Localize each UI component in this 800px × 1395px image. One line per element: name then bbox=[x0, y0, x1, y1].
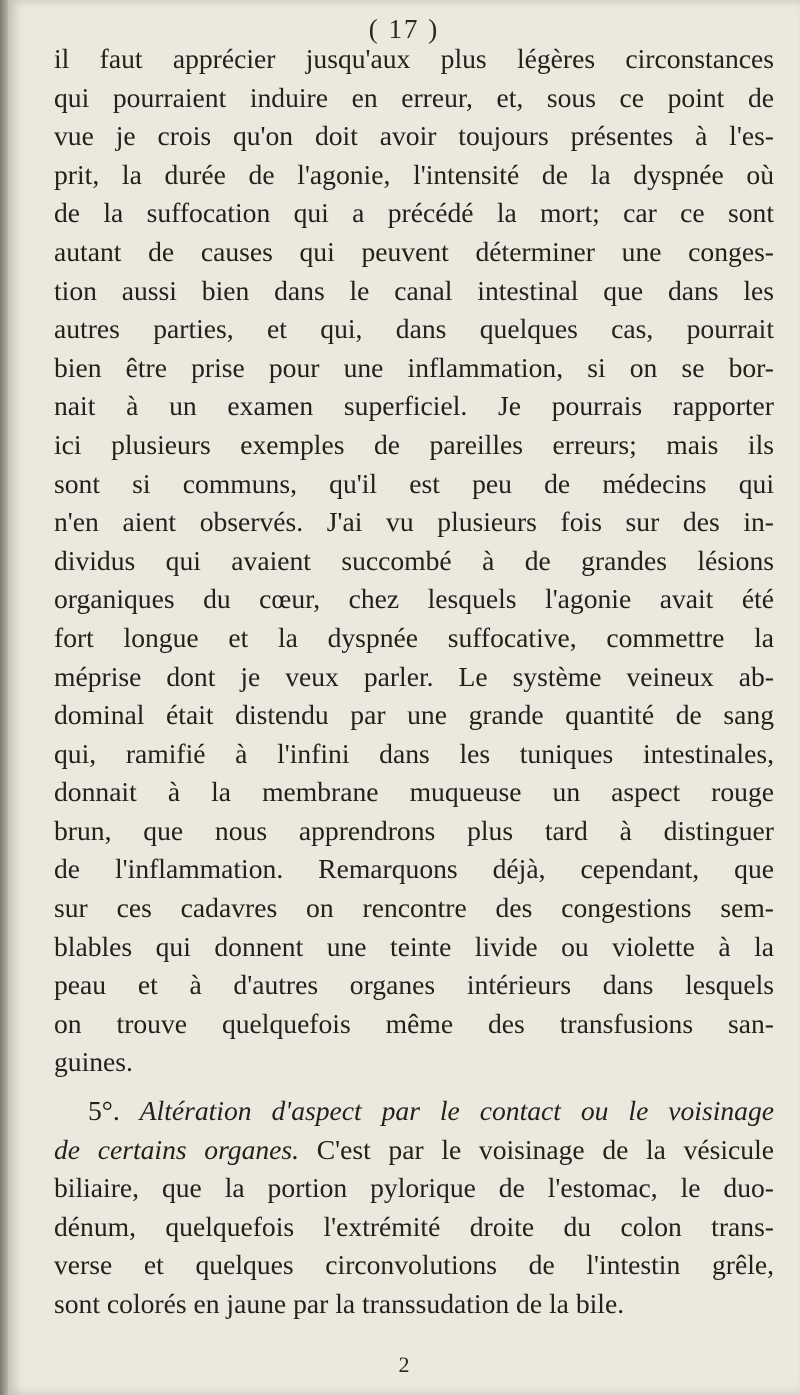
text-line: brun, que nous apprendrons plus tard à distinguer bbox=[54, 814, 774, 846]
text-line: de l'inflammation. Remarquons déjà, cependant, que bbox=[54, 853, 774, 885]
text-line: biliaire, que la portion pylorique de l'estomac, le duo- bbox=[54, 1172, 774, 1204]
text-line: vue je crois qu'on doit avoir toujours présentes à l'es- bbox=[54, 120, 774, 152]
paragraph-2-line-rest: C'est par le voisinage de la vésicule bbox=[316, 1133, 775, 1165]
text-line: prit, la durée de l'agonie, l'intensité de la dyspnée où bbox=[54, 158, 774, 190]
paragraph-2-heading-line bbox=[54, 1092, 774, 1131]
text-line: verse et quelques circonvolutions de l'intestin grêle, bbox=[54, 1249, 774, 1281]
text-line: bien être prise pour une inflammation, si on se bor- bbox=[54, 351, 774, 383]
body-text bbox=[54, 40, 774, 1324]
text-line: peau et à d'autres organes intérieurs dans lesquels bbox=[54, 969, 774, 1001]
paragraph-2-heading-2: de certains organes. bbox=[54, 1133, 300, 1165]
text-line: nait à un examen superficiel. Je pourrais rapporter bbox=[54, 390, 774, 422]
text-line: guines. bbox=[54, 1046, 133, 1078]
text-line: qui pourraient induire en erreur, et, sous ce point de bbox=[54, 81, 774, 113]
text-line: autres parties, et qui, dans quelques cas, pourrait bbox=[54, 313, 774, 345]
text-line: sont si communs, qu'il est peu de médecins qui bbox=[54, 467, 774, 499]
text-line: blables qui donnent une teinte livide ou violette à la bbox=[54, 930, 774, 962]
page-number: ( 17 ) bbox=[368, 14, 440, 44]
paragraph-2 bbox=[54, 1092, 774, 1324]
text-line: qui, ramifié à l'infini dans les tuniques intestinales, bbox=[54, 737, 774, 769]
paragraph-gap bbox=[54, 1082, 774, 1092]
text-line: on trouve quelquefois même des transfusions san- bbox=[54, 1007, 774, 1039]
text-line: dénum, quelquefois l'extrémité droite du colon trans- bbox=[54, 1210, 774, 1242]
paragraph-2-number: 5°. bbox=[88, 1095, 120, 1127]
signature-mark: 2 bbox=[398, 1352, 410, 1377]
text-line: fort longue et la dyspnée suffocative, commettre la bbox=[54, 621, 774, 653]
text-line: n'en aient observés. J'ai vu plusieurs fois sur des in- bbox=[54, 506, 774, 538]
paragraph-1 bbox=[54, 40, 774, 1082]
text-line: dominal était distendu par une grande quantité de sang bbox=[54, 699, 774, 731]
text-line: tion aussi bien dans le canal intestinal que dans les bbox=[54, 274, 774, 306]
text-line: méprise dont je veux parler. Le système veineux ab- bbox=[54, 660, 774, 692]
text-line: sont colorés en jaune par la transsudation de la bile. bbox=[54, 1288, 625, 1319]
text-line: dividus qui avaient succombé à de grandes lésions bbox=[54, 544, 774, 576]
text-line: sur ces cadavres on rencontre des congestions sem- bbox=[54, 892, 774, 924]
text-line: organiques du cœur, chez lesquels l'agonie avait été bbox=[54, 583, 774, 615]
text-line: ici plusieurs exemples de pareilles erreurs; mais ils bbox=[54, 428, 774, 460]
paragraph-2-line bbox=[54, 1131, 774, 1170]
book-page bbox=[8, 0, 800, 1395]
paragraph-2-lines bbox=[54, 1169, 774, 1323]
paragraph-2-heading-1: Altération d'aspect par le contact ou le voisinage bbox=[139, 1095, 774, 1127]
text-line: il faut apprécier jusqu'aux plus légères circonstances bbox=[54, 43, 774, 74]
text-line: de la suffocation qui a précédé la mort; car ce sont bbox=[54, 197, 774, 229]
text-line: autant de causes qui peuvent déterminer une conges- bbox=[54, 235, 774, 267]
text-line: donnait à la membrane muqueuse un aspect rouge bbox=[54, 776, 774, 808]
